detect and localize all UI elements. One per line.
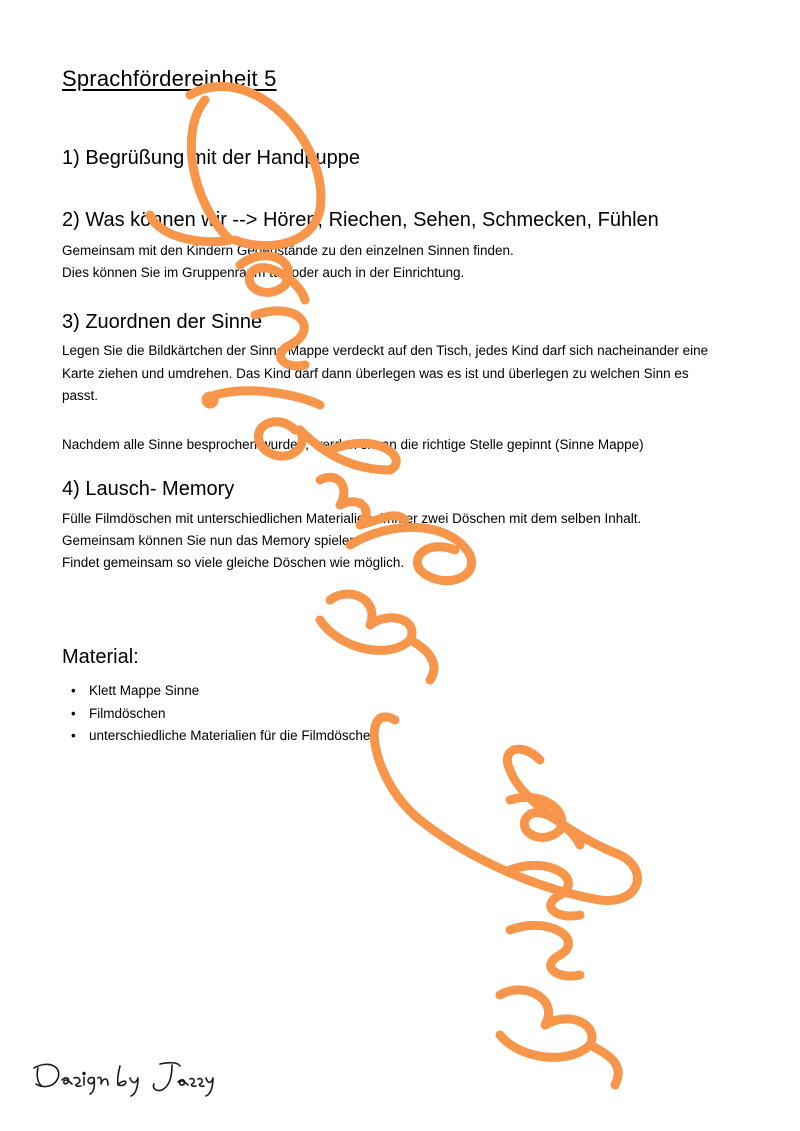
section-4-line-2: Gemeinsam können Sie nun das Memory spielen. bbox=[62, 533, 361, 548]
section-1-heading: 1) Begrüßung mit der Handpuppe bbox=[62, 147, 360, 169]
section-2-line-1: Gemeinsam mit den Kindern Gegenstände zu den einzelnen Sinnen finden. bbox=[62, 243, 514, 258]
watermark-letter-y bbox=[320, 594, 434, 680]
section-3-line-3: passt. bbox=[62, 388, 99, 403]
section-4-line-1: Fülle Filmdöschen mit unterschiedlichen Materialien- immer zwei Döschen mit dem selben Inhalt. bbox=[62, 511, 642, 526]
material-heading: Material: bbox=[62, 646, 139, 668]
watermark-letter-e2 bbox=[510, 797, 580, 845]
section-3-line-2: Karte ziehen und umdrehen. Das Kind darf dann überlegen was es ist und überlegen zu welchen Sinn es bbox=[62, 366, 689, 381]
document-title: Sprachfördereinheit 5 bbox=[62, 66, 277, 91]
section-2-heading: 2) Was können wir --> Hören, Riechen, Sehen, Schmecken, Fühlen bbox=[62, 209, 659, 231]
watermark-letter-y2 bbox=[500, 990, 618, 1085]
section-2-line-2: Dies können Sie im Gruppenraum tun oder auch in der Einrichtung. bbox=[62, 265, 465, 280]
material-item: • Filmdöschen bbox=[62, 703, 378, 726]
watermark-letter-s3 bbox=[510, 925, 580, 976]
section-3-heading: 3) Zuordnen der Sinne bbox=[62, 311, 263, 333]
watermark-letter-i bbox=[215, 391, 320, 405]
material-item: • unterschiedliche Materialien für die Filmdöschen bbox=[62, 725, 378, 748]
material-item: • Klett Mappe Sinne bbox=[62, 680, 378, 703]
section-3-line-4: Nachdem alle Sinne besprochen wurden, werden sie an die richtige Stelle gepinnt (Sinne Mappe) bbox=[62, 437, 644, 452]
section-3-line-1: Legen Sie die Bildkärtchen der Sinne Mappe verdeckt auf den Tisch, jedes Kind darf sich nacheinander eine bbox=[62, 343, 709, 358]
watermark-letter-s2 bbox=[510, 865, 580, 916]
material-list bbox=[62, 680, 378, 748]
section-4-line-3: Findet gemeinsam so viele gleiche Döschen wie möglich. bbox=[62, 555, 405, 570]
watermark-letter-J bbox=[374, 717, 637, 901]
section-4-heading: 4) Lausch- Memory bbox=[62, 478, 235, 500]
design-by-jessy-signature bbox=[28, 1056, 218, 1106]
watermark-dot bbox=[206, 396, 214, 404]
